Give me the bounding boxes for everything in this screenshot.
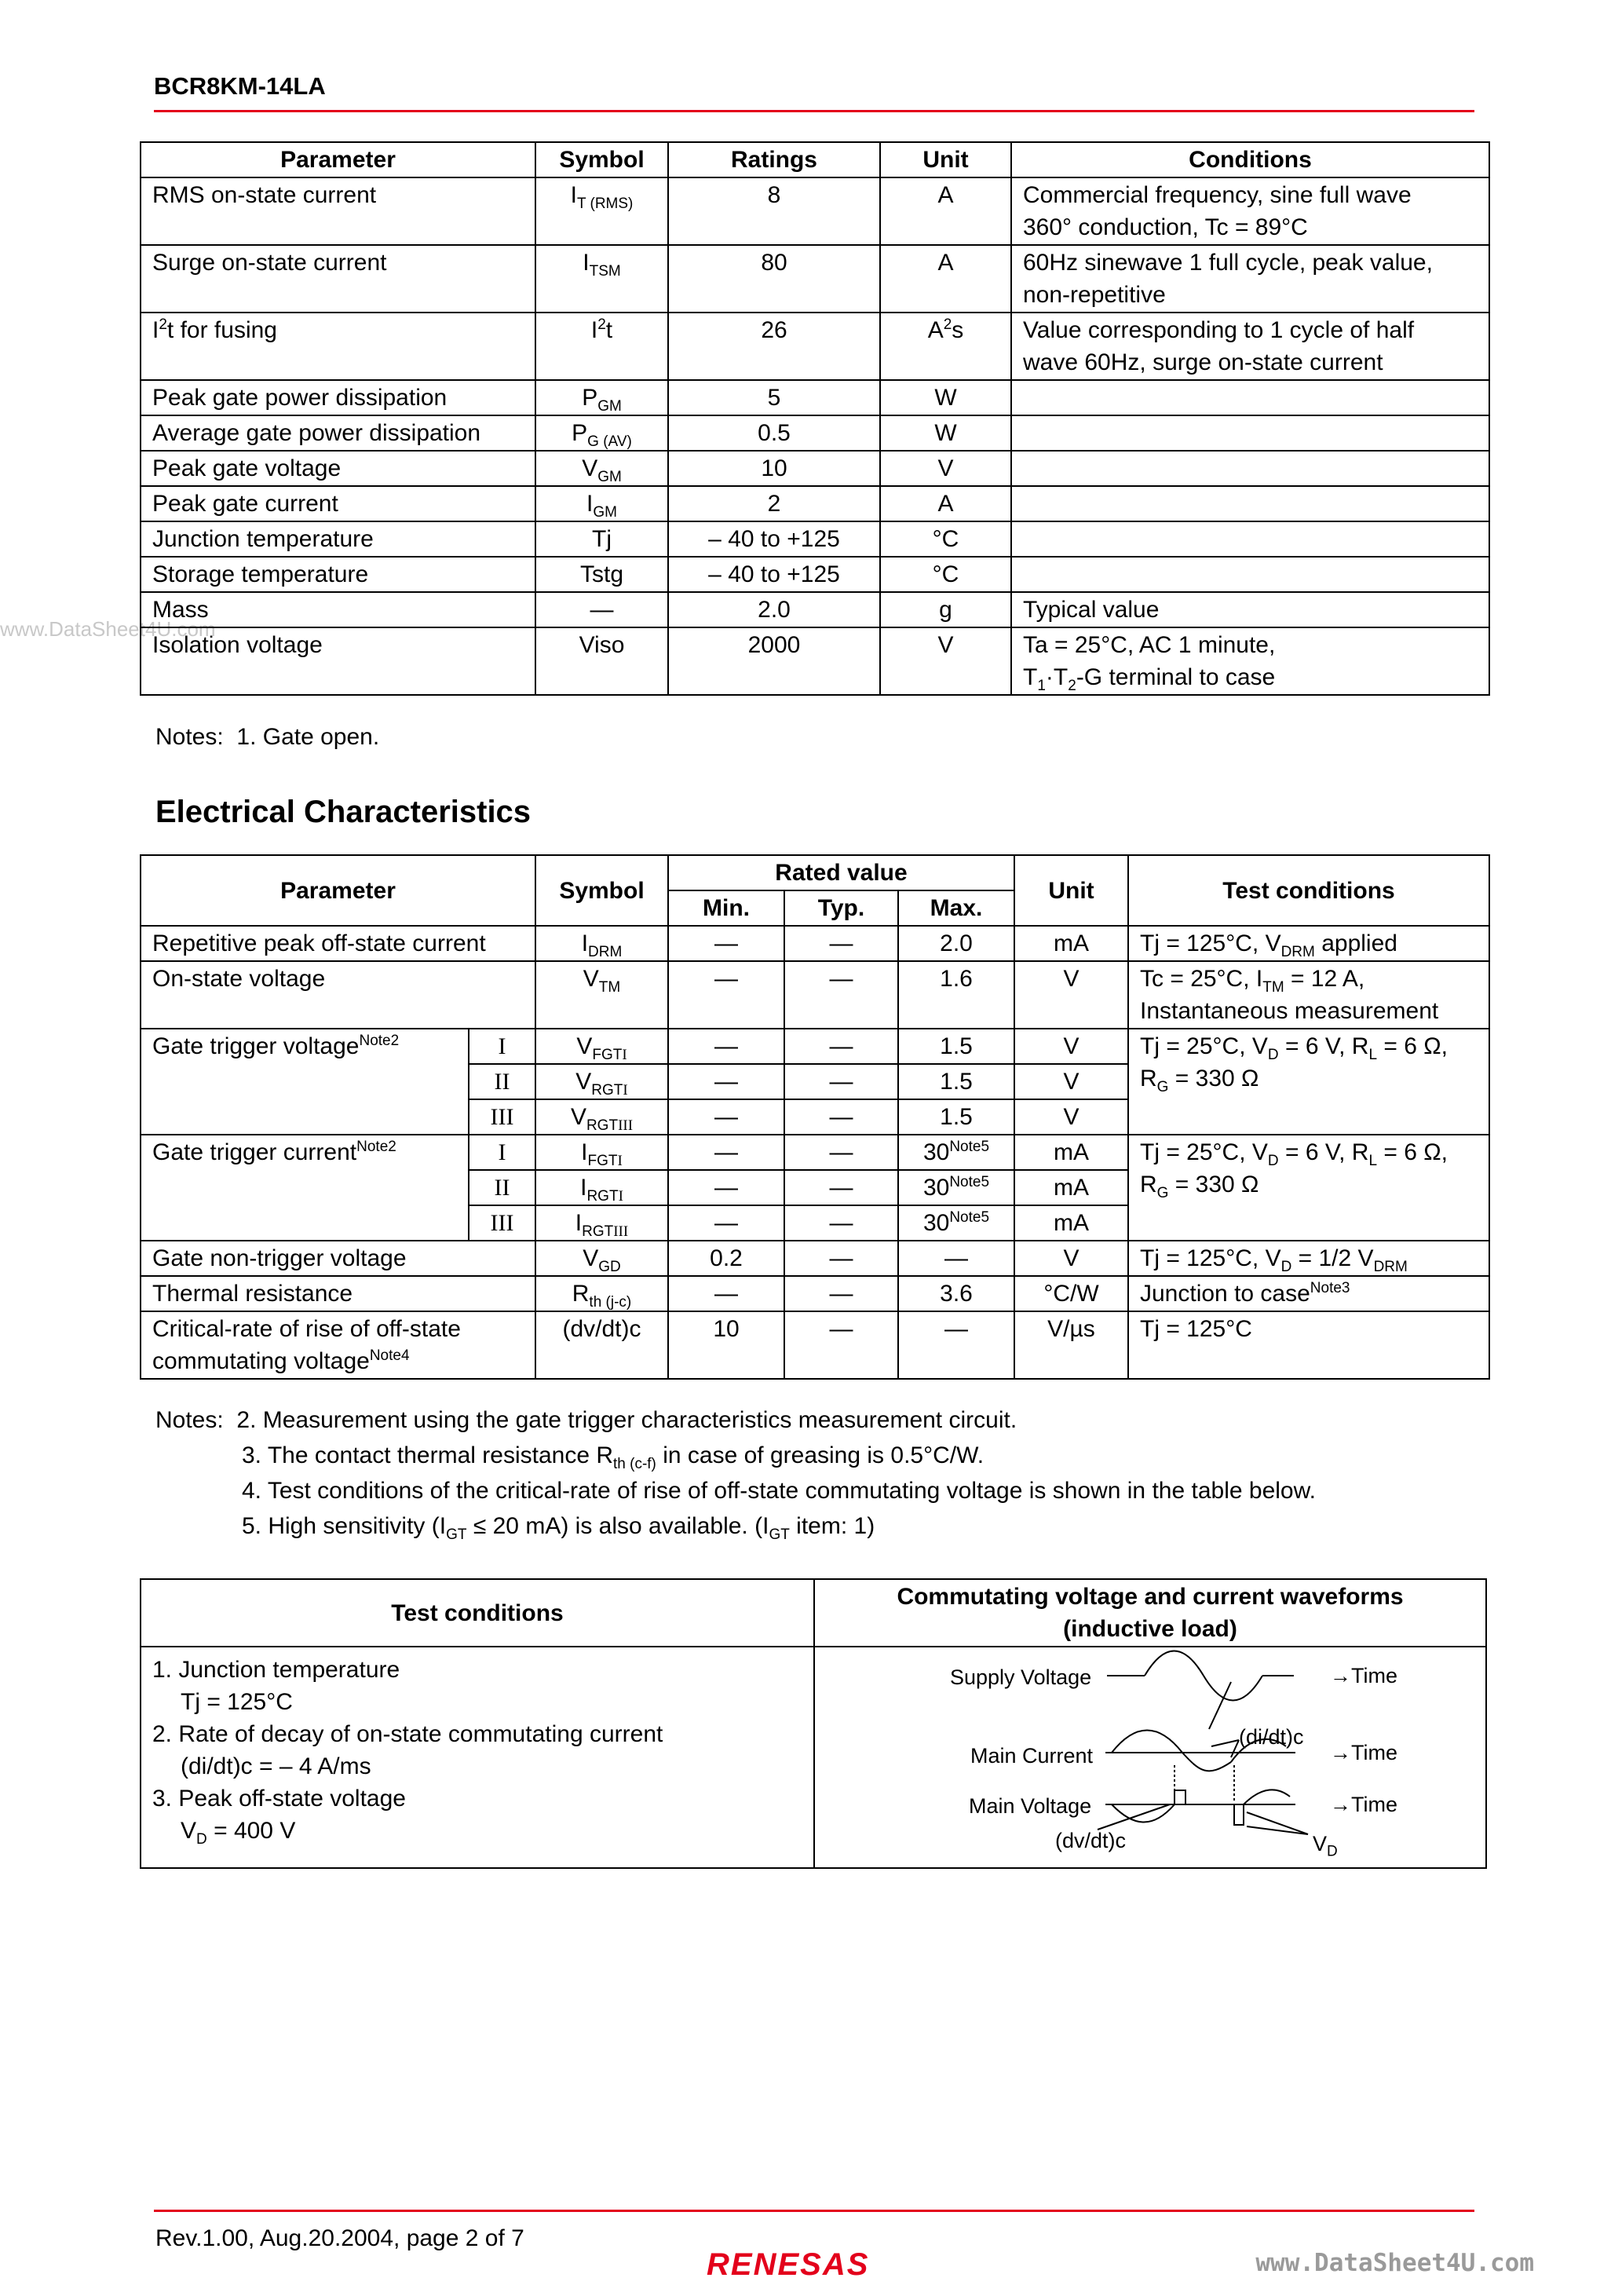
cell-typ: —	[784, 1135, 898, 1170]
supply-voltage-label: Supply Voltage	[950, 1665, 1092, 1689]
table-header-row	[141, 142, 1489, 177]
table-row	[141, 1647, 1486, 1868]
cell-symbol: —	[535, 592, 668, 627]
cell-conditions: Tj = 125°C, $V_D = 1/2$ $V_{DRM}$	[1128, 1241, 1489, 1276]
table-row	[141, 486, 1489, 521]
cell-unit: A	[880, 486, 1011, 521]
cell-max: $30^{Note5}$	[898, 1135, 1014, 1170]
cell-min: —	[668, 1099, 784, 1135]
cell-unit: A	[880, 177, 1011, 245]
table-row	[141, 961, 1489, 1029]
cell-symbol: $R_{th (j-c)}$	[535, 1276, 668, 1311]
cell-typ: —	[784, 926, 898, 961]
table-row	[141, 313, 1489, 380]
cell-symbol: $I_{T (RMS)}$	[535, 177, 668, 245]
table-row	[141, 245, 1489, 313]
cell-unit: °C	[880, 521, 1011, 557]
cell-symbol: $V_{TM}$	[535, 961, 668, 1029]
cell-rating: – 40 to +125	[668, 557, 880, 592]
cell-rating: 80	[668, 245, 880, 313]
cell-parameter: Critical-rate of rise of off-state commutating voltage$^{Note4}$	[141, 1311, 535, 1379]
note-4: 4. Test conditions of the critical-rate of rise of off-state commutating voltage is shown in the table below.	[242, 1478, 1316, 1504]
cell-unit: mA	[1014, 1135, 1128, 1170]
ratings-notes	[155, 719, 379, 755]
table-row	[141, 1241, 1489, 1276]
cell-symbol: $I_{FGTI}$	[535, 1135, 668, 1170]
notes-label: Notes:	[155, 724, 224, 750]
col-header: Parameter	[141, 142, 535, 177]
cell-max: 1.5	[898, 1029, 1014, 1064]
cell-unit: V	[1014, 1064, 1128, 1099]
cell-mode: II	[469, 1064, 535, 1099]
cell-typ: —	[784, 1241, 898, 1276]
cell-mode: III	[469, 1205, 535, 1241]
cell-conditions: Tj = 25°C, $V_D = 6$ V, $R_L = 6$ Ω, $R_G = 330$ Ω	[1128, 1135, 1489, 1241]
cell-parameter: RMS on-state current	[141, 177, 535, 245]
electrical-notes	[155, 1402, 1316, 1544]
ratings-table	[140, 141, 1490, 696]
cell-symbol: Tstg	[535, 557, 668, 592]
cell-unit: V	[1014, 961, 1128, 1029]
cell-typ: —	[784, 1029, 898, 1064]
cell-rating: 8	[668, 177, 880, 245]
table-row	[141, 1311, 1489, 1379]
notes-label: Notes:	[155, 1407, 224, 1433]
table-header-row	[141, 1579, 1486, 1647]
table-row	[141, 451, 1489, 486]
cell-parameter: On-state voltage	[141, 961, 535, 1029]
cell-unit: V	[880, 627, 1011, 695]
cell-rating: 10	[668, 451, 880, 486]
cell-min: —	[668, 961, 784, 1029]
section-title: Electrical Characteristics	[155, 795, 532, 829]
cell-parameter: Repetitive peak off-state current	[141, 926, 535, 961]
renesas-logo: RENESAS	[707, 2247, 870, 2282]
col-header: Symbol	[535, 142, 668, 177]
cell-unit: V	[1014, 1099, 1128, 1135]
cell-conditions: Tj = 125°C, $V_{DRM}$ applied	[1128, 926, 1489, 961]
cell-conditions: 60Hz sinewave 1 full cycle, peak value, non-repetitive	[1011, 245, 1489, 313]
cell-conditions	[1011, 486, 1489, 521]
cell-unit: W	[880, 415, 1011, 451]
time-label: →Time	[1330, 1664, 1397, 1687]
main-current-label: Main Current	[970, 1744, 1094, 1768]
cell-conditions	[1011, 557, 1489, 592]
cell-symbol: $I_{DRM}$	[535, 926, 668, 961]
cell-rating: – 40 to +125	[668, 521, 880, 557]
cell-parameter: Isolation voltage	[141, 627, 535, 695]
vd-label: $V_D$	[1313, 1832, 1338, 1860]
cell-min: —	[668, 1170, 784, 1205]
col-header: Min.	[668, 890, 784, 926]
cell-unit: $A^2s$	[880, 313, 1011, 380]
cell-max: 1.6	[898, 961, 1014, 1029]
cell-typ: —	[784, 1311, 898, 1379]
col-header: Unit	[880, 142, 1011, 177]
cell-parameter: Surge on-state current	[141, 245, 535, 313]
cell-parameter: Storage temperature	[141, 557, 535, 592]
cell-rating: 2.0	[668, 592, 880, 627]
cell-symbol: $P_{G (AV)}$	[535, 415, 668, 451]
cell-symbol: $V_{GM}$	[535, 451, 668, 486]
cell-mode: II	[469, 1170, 535, 1205]
cell-parameter: Junction temperature	[141, 521, 535, 557]
cell-rating: 26	[668, 313, 880, 380]
cell-symbol: (dv/dt)c	[535, 1311, 668, 1379]
table-row	[141, 592, 1489, 627]
test-conditions-table	[140, 1578, 1487, 1869]
footer-rule	[154, 2210, 1474, 2212]
cell-min: 0.2	[668, 1241, 784, 1276]
cell-max: 1.5	[898, 1064, 1014, 1099]
cell-unit: °C	[880, 557, 1011, 592]
cell-min: —	[668, 1205, 784, 1241]
cell-max: $30^{Note5}$	[898, 1170, 1014, 1205]
cell-waveforms	[814, 1647, 1486, 1868]
cell-max: 1.5	[898, 1099, 1014, 1135]
cell-symbol: $I_{TSM}$	[535, 245, 668, 313]
cell-rating: 0.5	[668, 415, 880, 451]
cell-parameter: Thermal resistance	[141, 1276, 535, 1311]
cell-symbol: $I^2t$	[535, 313, 668, 380]
col-header: Ratings	[668, 142, 880, 177]
time-label: →Time	[1330, 1741, 1397, 1764]
cell-unit: A	[880, 245, 1011, 313]
cell-typ: —	[784, 1205, 898, 1241]
cell-rating: 2	[668, 486, 880, 521]
cell-unit: g	[880, 592, 1011, 627]
cell-conditions: Value corresponding to 1 cycle of half wave 60Hz, surge on-state current	[1011, 313, 1489, 380]
cell-min: —	[668, 1135, 784, 1170]
cell-unit: W	[880, 380, 1011, 415]
cell-rating: 2000	[668, 627, 880, 695]
note-3: 3. The contact thermal resistance $R_{th (c-f)}$ in case of greasing is 0.5°C/W.	[242, 1442, 985, 1472]
col-header: Rated value	[668, 855, 1014, 890]
watermark-footer: www.DataSheet4U.com	[1255, 2249, 1534, 2277]
cell-min: —	[668, 1276, 784, 1311]
cell-conditions	[1011, 521, 1489, 557]
cell-symbol: $I_{GM}$	[535, 486, 668, 521]
cell-symbol: $V_{RGTI}$	[535, 1064, 668, 1099]
cell-conditions: Junction to case$^{Note3}$	[1128, 1276, 1489, 1311]
note-2: 2. Measurement using the gate trigger characteristics measurement circuit.	[236, 1407, 1017, 1433]
cell-max: —	[898, 1241, 1014, 1276]
cell-min: —	[668, 1064, 784, 1099]
col-header: Test conditions	[1128, 855, 1489, 926]
didt-label: (di/dt)c	[1239, 1725, 1304, 1749]
main-voltage-label: Main Voltage	[969, 1794, 1092, 1818]
table-row	[141, 1029, 1489, 1064]
cell-parameter: Peak gate current	[141, 486, 535, 521]
table-row	[141, 521, 1489, 557]
table-row	[141, 177, 1489, 245]
note-1: 1. Gate open.	[236, 724, 380, 750]
cell-conditions	[1011, 415, 1489, 451]
cell-unit: mA	[1014, 1170, 1128, 1205]
waveform-diagram	[815, 1647, 1489, 1869]
cell-max: 2.0	[898, 926, 1014, 961]
cell-symbol: $V_{GD}$	[535, 1241, 668, 1276]
cell-conditions: Typical value	[1011, 592, 1489, 627]
col-header: Symbol	[535, 855, 668, 926]
cell-unit: V	[1014, 1029, 1128, 1064]
table-row	[141, 1276, 1489, 1311]
cell-symbol: Viso	[535, 627, 668, 695]
cell-unit: V	[1014, 1241, 1128, 1276]
table-row	[141, 380, 1489, 415]
cell-conditions	[1011, 451, 1489, 486]
col-header: Conditions	[1011, 142, 1489, 177]
col-header: Test conditions	[141, 1579, 814, 1647]
cell-conditions: Ta = 25°C, AC 1 minute, $T_1\cdot T_2-G$ terminal to case	[1011, 627, 1489, 695]
cell-symbol: $V_{RGTIII}$	[535, 1099, 668, 1135]
cell-symbol: $I_{RGTI}$	[535, 1170, 668, 1205]
cell-symbol: $I_{RGTIII}$	[535, 1205, 668, 1241]
table-row	[141, 627, 1489, 695]
col-header: Unit	[1014, 855, 1128, 926]
main-voltage-waveform	[1098, 1765, 1308, 1834]
cell-rating: 5	[668, 380, 880, 415]
watermark-left: www.DataSheet4U.com	[0, 617, 216, 641]
part-number: BCR8KM-14LA	[154, 72, 326, 100]
footer-revision: Rev.1.00, Aug.20.2004, page 2 of 7	[155, 2225, 524, 2251]
cell-parameter: Gate trigger current$^{Note2}$	[141, 1135, 469, 1241]
cell-conditions: Tc = 25°C, $I_{TM} = 12$ A, Instantaneous measurement	[1128, 961, 1489, 1029]
cell-parameter: Gate trigger voltage$^{Note2}$	[141, 1029, 469, 1135]
cell-min: —	[668, 1029, 784, 1064]
col-header: Commutating voltage and current waveforms (inductive load)	[814, 1579, 1486, 1647]
cell-max: —	[898, 1311, 1014, 1379]
cell-typ: —	[784, 1170, 898, 1205]
electrical-table	[140, 854, 1490, 1380]
col-header: Parameter	[141, 855, 535, 926]
header-rule	[154, 110, 1474, 112]
cell-mode: I	[469, 1135, 535, 1170]
cell-unit: mA	[1014, 1205, 1128, 1241]
cell-symbol: $P_{GM}$	[535, 380, 668, 415]
cell-unit: mA	[1014, 926, 1128, 961]
table-header-row	[141, 855, 1489, 890]
cell-conditions: Tj = 25°C, $V_D = 6$ V, $R_L = 6$ Ω, $R_G = 330$ Ω	[1128, 1029, 1489, 1135]
cell-parameter: $I^2t$ for fusing	[141, 313, 535, 380]
note-5: 5. High sensitivity ($I_{GT} \le 20$ mA) is also available. ($I_{GT}$ item: 1)	[242, 1513, 875, 1543]
time-label: →Time	[1330, 1793, 1397, 1816]
cell-symbol: $V_{FGTI}$	[535, 1029, 668, 1064]
col-header: Max.	[898, 890, 1014, 926]
main-current-waveform	[1105, 1731, 1295, 1771]
dvdt-label: (dv/dt)c	[1055, 1829, 1127, 1852]
cell-mode: I	[469, 1029, 535, 1064]
cell-parameter: Mass	[141, 592, 535, 627]
cell-min: —	[668, 926, 784, 961]
cell-symbol: Tj	[535, 521, 668, 557]
cell-parameter: Average gate power dissipation	[141, 415, 535, 451]
cell-parameter: Gate non-trigger voltage	[141, 1241, 535, 1276]
table-row	[141, 415, 1489, 451]
cell-conditions	[1011, 380, 1489, 415]
cell-unit: V	[880, 451, 1011, 486]
cell-unit: V/µs	[1014, 1311, 1128, 1379]
cell-unit: °C/W	[1014, 1276, 1128, 1311]
cell-typ: —	[784, 1099, 898, 1135]
cell-mode: III	[469, 1099, 535, 1135]
cell-parameter: Peak gate voltage	[141, 451, 535, 486]
cell-conditions: Tj = 125°C	[1128, 1311, 1489, 1379]
table-row	[141, 926, 1489, 961]
cell-test-conditions: 1. Junction temperature Tj = 125°C 2. Rate of decay of on-state commutating current (di/dt)c = – 4 A/ms 3. Peak off-state voltage $V_D = 400$ V	[141, 1647, 814, 1868]
cell-parameter: Peak gate power dissipation	[141, 380, 535, 415]
table-row	[141, 1135, 1489, 1170]
cell-max: $30^{Note5}$	[898, 1205, 1014, 1241]
col-header: Typ.	[784, 890, 898, 926]
cell-min: 10	[668, 1311, 784, 1379]
supply-voltage-waveform	[1107, 1651, 1294, 1730]
cell-typ: —	[784, 1064, 898, 1099]
cell-conditions: Commercial frequency, sine full wave 360° conduction, Tc = 89°C	[1011, 177, 1489, 245]
cell-typ: —	[784, 1276, 898, 1311]
table-row	[141, 557, 1489, 592]
cell-max: 3.6	[898, 1276, 1014, 1311]
cell-typ: —	[784, 961, 898, 1029]
